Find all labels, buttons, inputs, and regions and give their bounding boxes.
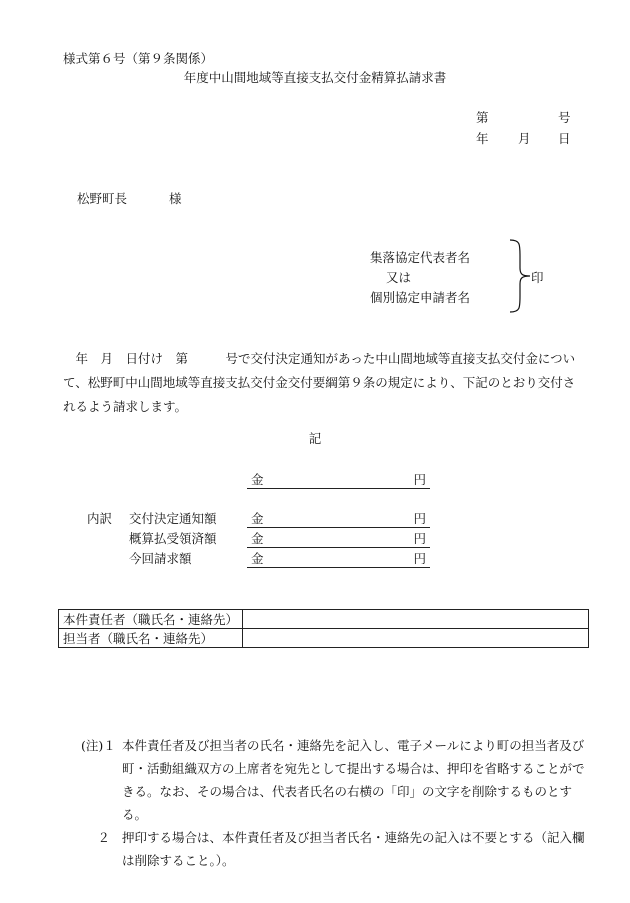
form-number: 様式第６号（第９条関係） (63, 51, 214, 66)
note-item-2 (81, 826, 596, 872)
seal-mark: 印 (531, 270, 544, 285)
document-title: 年度中山間地域等直接支払交付金精算払請求書 (183, 70, 447, 85)
representative-line-1: 集落協定代表者名 (370, 250, 471, 265)
responsible-person-field[interactable] (243, 610, 589, 629)
representative-line-3: 個別協定申請者名 (370, 290, 471, 305)
addressee (77, 191, 182, 206)
note-number-2: ２ (97, 830, 110, 845)
notes-section (81, 734, 596, 872)
item-label-received-amount: 概算払受領済額 (129, 531, 217, 546)
contact-person-label: 担当者（職氏名・連絡先） (59, 629, 243, 648)
current-request-row (247, 549, 430, 568)
note-text-1: 本件責任者及び担当者の氏名・連絡先を記入し、電子メールにより町の担当者及び町・活動組織双方の上席者を宛先として提出する場合は、押印を省略することができる。なお、その場合は、代表者氏名の右横の「印」の文字を削除するものとする。 (122, 738, 585, 822)
ki-heading: 記 (308, 431, 322, 446)
received-amount-row (247, 529, 430, 548)
yen-label: 円 (413, 511, 426, 526)
kin-label: 金 (251, 472, 264, 487)
yen-label: 円 (413, 551, 426, 566)
number-prefix: 第 (476, 110, 489, 125)
note-text-2: 押印する場合は、本件責任者及び担当者氏名・連絡先の記入は不要とする（記入欄は削除すること。）。 (122, 830, 585, 868)
decision-amount-row (247, 509, 430, 528)
breakdown-label: 内訳 (87, 511, 113, 526)
kin-label: 金 (251, 511, 264, 526)
kin-label: 金 (251, 551, 264, 566)
yen-label: 円 (413, 472, 426, 487)
number-suffix: 号 (558, 110, 571, 125)
total-amount-row (247, 470, 430, 489)
date-day: 日 (558, 131, 571, 146)
item-label-current-request: 今回請求額 (129, 551, 192, 566)
representative-line-2: 又は (386, 270, 412, 285)
item-label-decision-amount: 交付決定通知額 (129, 511, 217, 526)
kin-label: 金 (251, 531, 264, 546)
date-year: 年 (476, 131, 489, 146)
yen-label: 円 (413, 531, 426, 546)
note-head: (注)１ (81, 738, 116, 753)
responsibility-table (58, 609, 589, 648)
request-body-text: 年 月 日付け 第 号で交付決定通知があった中山間地域等直接支払交付金について、松野町中山間地域等直接支払交付金交付要綱第９条の規定により、下記のとおり交付されるよう請求します。 (63, 351, 576, 414)
contact-person-field[interactable] (243, 629, 589, 648)
date-month: 月 (518, 131, 531, 146)
addressee-name: 松野町長 (77, 191, 128, 206)
note-item-1 (81, 734, 596, 826)
table-row (59, 629, 589, 648)
table-row (59, 610, 589, 629)
addressee-honorific: 様 (169, 191, 182, 206)
responsible-person-label: 本件責任者（職氏名・連絡先） (59, 610, 243, 629)
